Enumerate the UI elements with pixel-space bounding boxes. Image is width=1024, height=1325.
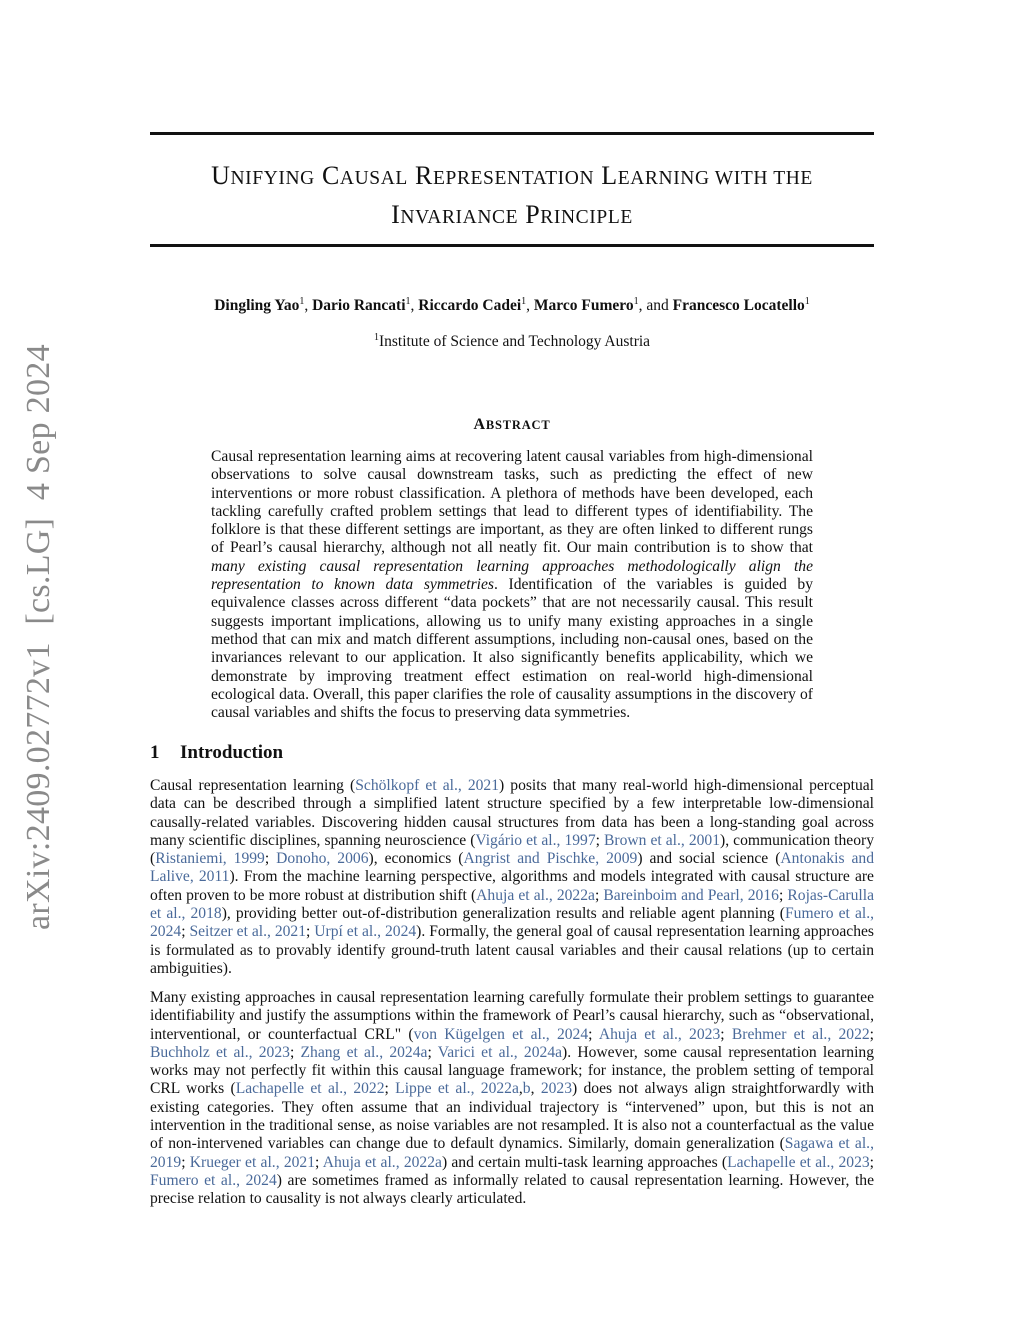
citation-link[interactable]: Ristaniemi, 1999 xyxy=(155,850,265,868)
citation-link[interactable]: Sagawa et al., 2019 xyxy=(150,1135,874,1171)
citation-link[interactable]: Zhang et al., 2024a xyxy=(300,1043,428,1061)
paragraph-text: ) and certain multi-task learning approaches ( xyxy=(441,1153,728,1171)
paragraph-text: ; xyxy=(181,1153,190,1171)
arxiv-identifier-stamp: arXiv:2409.02772v1 [cs.LG] 4 Sep 2024 xyxy=(20,344,57,930)
title-word: LEARNING WITH THE xyxy=(601,161,813,190)
citation-link[interactable]: Varici et al., 2024a xyxy=(437,1043,563,1061)
citation-link[interactable]: Fumero et al., 2024 xyxy=(150,905,874,941)
abstract-heading: ABSTRACT xyxy=(473,416,551,433)
author-list xyxy=(150,296,874,316)
citation-link[interactable]: Fumero et al., 2024 xyxy=(150,1171,277,1189)
citation-link[interactable]: Urpí et al., 2024 xyxy=(314,923,417,941)
affiliation: $^1$Institute of Science and Technology Austria xyxy=(373,331,651,350)
paragraph-text: ; xyxy=(869,1025,875,1043)
title-line-1 xyxy=(150,158,874,197)
citation-link[interactable]: Antonakis and Lalive, 2011 xyxy=(150,850,875,886)
paragraph-text: ), providing better out-of-distribution generalization results and reliable agent planning ( xyxy=(221,905,785,923)
paragraph-text: ; xyxy=(720,1025,732,1043)
paragraph-text: ) are sometimes framed as informally related to causal representation learning. However, the precise relation to causality is not always clearly articulated. xyxy=(150,1171,874,1208)
paragraph-text: ; xyxy=(869,1153,875,1171)
paper-title xyxy=(150,158,874,236)
paragraph-text: ; xyxy=(384,1080,396,1098)
paragraph-text: ; xyxy=(289,1043,301,1061)
paragraph-text: ; xyxy=(264,850,277,868)
paragraph-text: ; xyxy=(306,923,315,941)
title-word: INVARIANCE xyxy=(391,200,519,229)
citation-link[interactable]: Ahuja et al., 2022a xyxy=(322,1153,442,1171)
citation-link[interactable]: Krueger et al., 2021 xyxy=(189,1153,316,1171)
citation-link[interactable]: Brown et al., 2001 xyxy=(604,831,721,849)
citation-link[interactable]: Angrist and Pischke, 2009 xyxy=(463,850,638,868)
citation-link[interactable]: Bareinboim and Pearl, 2016 xyxy=(603,886,779,904)
citation-link[interactable]: Lippe et al., 2022a xyxy=(395,1080,519,1098)
paragraph-text: , xyxy=(530,1080,541,1098)
citation-link[interactable]: Buchholz et al., 2023 xyxy=(150,1043,290,1061)
title-word: REPRESENTATION xyxy=(415,161,595,190)
paragraph-text: ; xyxy=(595,831,605,849)
author: Dario Rancati$^1$, xyxy=(312,295,419,314)
paragraph-text: ; xyxy=(778,886,788,904)
citation-link[interactable]: Seitzer et al., 2021 xyxy=(189,923,307,941)
citation-link[interactable]: Donoho, 2006 xyxy=(276,850,369,868)
author: Dingling Yao$^1$, xyxy=(214,295,313,314)
citation-link[interactable]: Rojas-Carulla et al., 2018 xyxy=(150,886,874,923)
title-rule-top xyxy=(150,132,874,135)
citation-link[interactable]: Ahuja et al., 2022a xyxy=(476,886,595,904)
paragraph-text: Many existing approaches in causal representation learning carefully formulate their problem settings to guarantee identifiability and justify the assumptions within the framework of Pearl’s causal hierarchy, such as “observational, interventional, or counterfactual CRL" ( xyxy=(150,989,874,1043)
citation-link[interactable]: Brehmer et al., 2022 xyxy=(731,1025,870,1043)
citation-link[interactable]: Lachapelle et al., 2023 xyxy=(727,1153,870,1171)
paragraph-text: ). From the machine learning perspective, algorithms and models integrated with causal structure are often proven to be more robust at distribution shift ( xyxy=(150,868,874,904)
paragraph-text: ; xyxy=(427,1043,438,1061)
paragraph-text: ). However, some causal representation learning works may not perfectly fit within this causal language framework; for instance, the problem setting of temporal CRL works ( xyxy=(150,1043,874,1098)
citation-link[interactable]: b xyxy=(522,1080,531,1098)
citation-link[interactable]: Ahuja et al., 2023 xyxy=(598,1025,721,1043)
author: Marco Fumero$^1$, and xyxy=(533,295,673,314)
author: Riccardo Cadei$^1$, xyxy=(418,295,534,314)
intro-paragraph-1 xyxy=(150,777,874,978)
paragraph-text: ). Formally, the general goal of causal representation learning approaches is formulated as to provably identify ground-truth latent causal variables and their causal relations (up to certain ambiguities). xyxy=(150,923,874,977)
citation-link[interactable]: 2023 xyxy=(540,1080,572,1098)
paragraph-text: ) posits that many real-world high-dimensional perceptual data can be described through a simplified latent structure specified by a few interpretable low-dimensional causally-related variables. Discovering hidden causal structures from data has been a long-standing goal across many scientific disciplines, spanning neuroscience ( xyxy=(150,777,874,849)
paragraph-text: ; xyxy=(594,886,604,904)
title-word: UNIFYING xyxy=(211,161,315,190)
paragraph-text: ; xyxy=(588,1025,599,1043)
citation-link[interactable]: von Kügelgen et al., 2024 xyxy=(413,1025,589,1043)
abstract-text: Causal representation learning aims at recovering latent causal variables from high-dimensional observations to solve causal downstream tasks, such as predicting the effect of new interventions or more robust classification. A plethora of methods have been developed, each tackling carefully crafted problem settings that lead to different types of identifiability. The folklore is that these different settings are important, as they are often linked to different rungs of Pearl’s causal hierarchy, although not all neatly fit. Our main contribution is to show that many existing causal representation learning approaches methodologically align the representation to known data symmetries. Identification of the variables is guided by equivalence classes across different “data pockets” that are not necessarily causal. This result suggests important implications, allowing us to unify many existing approaches in a single method that can mix and match different assumptions, including non-causal ones, based on the invariances relevant to our application. It also significantly benefits applicability, which we demonstrate by improving treatment effect estimation on real-world high-dimensional ecological data. Overall, this paper clarifies the role of causality assumptions in the discovery of causal variables and shifts the focus to preserving data symmetries. xyxy=(211,448,813,722)
paragraph-text: ), communication theory ( xyxy=(150,831,875,868)
paragraph-text: ), economics ( xyxy=(368,850,464,868)
paragraph-text: , xyxy=(518,1080,523,1098)
paragraph-text: Causal representation learning ( xyxy=(150,777,356,794)
author: Francesco Locatello$^1$ xyxy=(672,295,810,314)
paragraph-text: ) and social science ( xyxy=(637,850,781,868)
paragraph-text: ) does not always align straightforwardly with existing categories. They often assume that an individual trajectory is “intervened” upon, but this is not an intervention in the traditional sense, as noise variables are not resampled. It is also not a counterfactual as the value of non-intervened variables can change due to default dynamics. Similarly, domain generalization ( xyxy=(150,1080,875,1153)
section-heading-introduction: 1 Introduction xyxy=(150,742,284,763)
abstract-emphasis: many existing causal representation learning approaches methodologically align the representation to known data symmetries xyxy=(211,557,813,594)
citation-link[interactable]: Vigário et al., 1997 xyxy=(475,831,596,849)
title-rule-bottom xyxy=(150,244,874,247)
paragraph-text: ; xyxy=(315,1153,323,1171)
citation-link[interactable]: Lachapelle et al., 2022 xyxy=(235,1080,385,1098)
citation-link[interactable]: Schölkopf et al., 2021 xyxy=(355,777,500,794)
paragraph-text: ; xyxy=(181,923,190,941)
title-word: PRINCIPLE xyxy=(525,200,633,229)
title-word: CAUSAL xyxy=(321,161,408,190)
title-line-2 xyxy=(150,197,874,236)
intro-paragraph-2 xyxy=(150,989,874,1209)
